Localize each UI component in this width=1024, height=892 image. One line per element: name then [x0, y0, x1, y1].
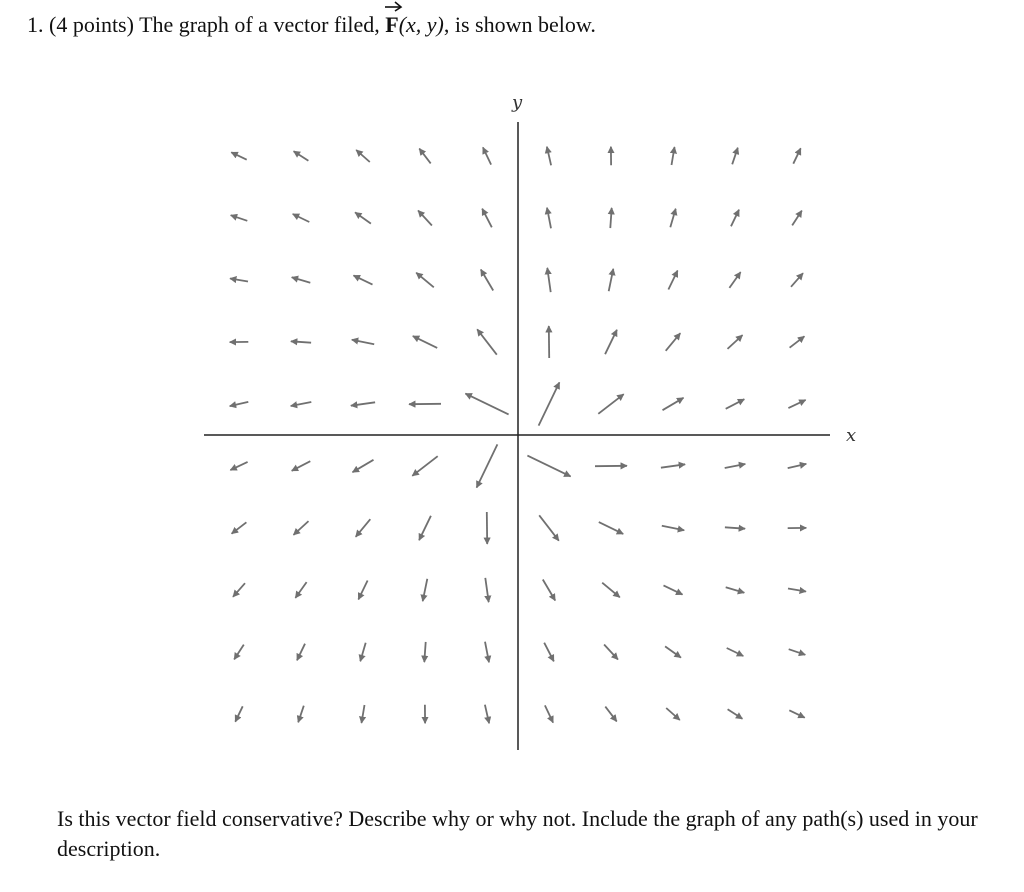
field-arrow: [539, 515, 559, 540]
field-arrow: [298, 706, 304, 723]
field-arrow: [232, 522, 247, 533]
field-arrow: [231, 215, 248, 221]
field-arrow: [230, 402, 249, 406]
field-arrow: [793, 148, 800, 163]
field-arrow: [231, 152, 246, 159]
field-arrow: [539, 382, 560, 425]
field-arrow: [355, 212, 371, 223]
field-arrow: [477, 444, 498, 487]
field-arrow: [661, 464, 685, 467]
field-arrow: [605, 707, 616, 722]
field-arrow: [477, 329, 497, 354]
field-arrow: [725, 464, 746, 468]
field-arrow: [728, 335, 743, 349]
field-arrow: [424, 642, 425, 662]
field-arrow: [234, 645, 244, 660]
field-arrow: [297, 644, 305, 661]
field-arrow: [788, 464, 807, 468]
field-arrow: [485, 578, 488, 602]
vector-F-letter: F: [385, 12, 399, 37]
field-arrow: [604, 645, 618, 660]
field-arrow: [602, 583, 620, 598]
field-arrow: [356, 519, 371, 537]
field-arrow: [547, 268, 550, 292]
problem-text-before: The graph of a vector filed,: [139, 12, 380, 37]
field-arrow: [230, 462, 247, 470]
y-axis-label: y: [512, 92, 523, 113]
field-arrow: [729, 272, 740, 288]
field-arrow: [732, 148, 738, 165]
field-arrow: [790, 336, 805, 347]
field-arrow: [666, 333, 681, 351]
field-arrow: [547, 208, 551, 229]
field-arrow: [665, 646, 681, 657]
field-arrow: [416, 273, 434, 288]
field-arrow: [610, 208, 611, 228]
field-arrow: [362, 705, 365, 723]
field-arrow: [423, 579, 428, 601]
field-arrow: [666, 708, 680, 720]
field-arrow: [481, 270, 493, 291]
problem-number: 1.: [27, 12, 44, 37]
field-arrow: [485, 642, 489, 663]
field-arrow: [465, 394, 508, 415]
field-arrow: [547, 147, 551, 166]
field-arrow: [609, 269, 614, 291]
problem-text-after: , is shown below.: [443, 12, 596, 37]
field-arrow: [292, 461, 311, 471]
question-text: Is this vector field conservative? Describe why or why not. Include the graph of any path(s) used in your description.: [57, 806, 978, 861]
field-arrow: [543, 580, 555, 601]
field-arrow: [664, 585, 683, 594]
problem-points: (4 points): [49, 12, 134, 37]
field-arrow: [293, 214, 310, 222]
field-arrow: [351, 402, 375, 405]
field-arrow: [292, 277, 311, 282]
field-arrow: [291, 341, 311, 342]
field-arrow: [413, 336, 437, 348]
field-arrow: [419, 516, 431, 540]
field-arrow: [605, 330, 617, 354]
field-arrow: [788, 589, 806, 592]
field-arrow: [482, 209, 492, 228]
field-arrow: [663, 398, 684, 410]
x-axis-label: x: [846, 425, 857, 446]
field-arrow: [412, 456, 437, 476]
field-arrow: [294, 521, 309, 535]
field-arrow: [544, 643, 554, 662]
field-arrow: [233, 583, 245, 597]
field-arrow: [230, 279, 248, 282]
field-arrow: [726, 399, 745, 409]
field-arrow: [295, 582, 306, 598]
field-arrow: [599, 522, 623, 534]
field-arrow: [731, 210, 739, 227]
field-arrow: [419, 149, 430, 164]
field-arrow: [352, 340, 374, 345]
field-arrow: [726, 587, 745, 592]
field-arrow: [791, 273, 803, 287]
field-arrow: [485, 705, 489, 724]
field-arrow: [360, 643, 365, 662]
field-arrow: [789, 710, 804, 717]
field-arrow: [789, 649, 806, 655]
field-arrow: [670, 209, 675, 228]
field-arrow: [294, 151, 309, 161]
field-arrow: [291, 402, 312, 406]
field-arrow: [356, 150, 370, 162]
vector-args: (x, y): [398, 12, 444, 37]
field-arrow: [788, 400, 805, 408]
field-arrow: [662, 526, 684, 531]
field-arrow: [354, 275, 373, 284]
field-arrow: [728, 709, 743, 719]
field-arrow: [725, 527, 745, 528]
field-arrow: [727, 648, 744, 656]
field-arrow: [418, 211, 432, 226]
field-arrow: [527, 456, 570, 477]
field-arrow: [668, 271, 677, 290]
field-arrow: [672, 147, 675, 165]
field-arrow: [598, 394, 623, 414]
field-arrow: [545, 705, 553, 722]
field-arrow: [792, 211, 802, 226]
field-arrow: [235, 706, 242, 721]
field-arrow: [358, 581, 367, 600]
field-arrow: [353, 460, 374, 472]
field-arrow: [483, 147, 491, 164]
